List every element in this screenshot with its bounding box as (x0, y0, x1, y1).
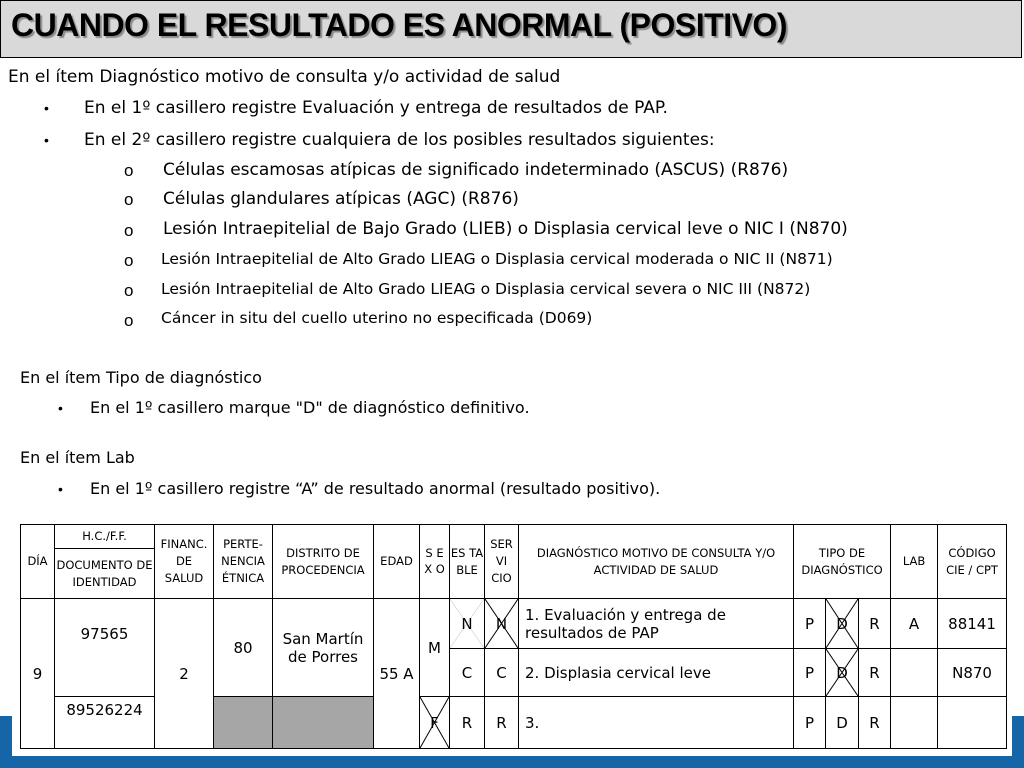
cell-servicio-2[interactable]: C (485, 649, 519, 697)
cell-financ[interactable]: 2 (155, 599, 214, 749)
cell-tipo-d-3[interactable]: D (826, 697, 859, 749)
cell-diagnostico-2[interactable]: 2. Displasia cervical leve (519, 649, 794, 697)
tipo-d-value: D (836, 663, 848, 682)
circle-bullet-icon: o (124, 190, 134, 209)
bullet-icon: • (58, 481, 63, 497)
header-documento: DOCUMENTO DE IDENTIDAD (55, 549, 155, 599)
header-servicio: SER VI CIO (485, 525, 519, 599)
cell-tipo-d-1[interactable] (826, 599, 859, 649)
cell-servicio-3[interactable]: R (485, 697, 519, 749)
resultado-item: Cáncer in situ del cuello uterino no especificada (D069) (161, 309, 593, 327)
lab-intro: En el ítem Lab (20, 448, 135, 467)
cell-distrito-empty (273, 697, 374, 749)
cell-diagnostico-3[interactable]: 3. (519, 697, 794, 749)
cell-codigo-2[interactable]: N870 (938, 649, 1007, 697)
circle-bullet-icon: o (124, 221, 134, 240)
cell-tipo-p-2[interactable]: P (794, 649, 826, 697)
cell-tipo-p-3[interactable]: P (794, 697, 826, 749)
cell-lab-2[interactable] (891, 649, 938, 697)
cell-etnia[interactable]: 80 (214, 599, 273, 697)
header-estable: ES TA BLE (450, 525, 485, 599)
tipo-bullet: En el 1º casillero marque "D" de diagnóstico definitivo. (90, 398, 530, 417)
bullet-icon: • (44, 132, 49, 148)
circle-bullet-icon: o (124, 161, 134, 180)
bullet-icon: • (44, 100, 49, 116)
diagnostico-intro: En el ítem Diagnóstico motivo de consulta y/o actividad de salud (8, 67, 561, 87)
header-sexo: S E X O (420, 525, 450, 599)
header-codigo: CÓDIGO CIE / CPT (938, 525, 1007, 599)
header-hcff: H.C./F.F. (55, 525, 155, 549)
servicio-value: N (495, 614, 508, 633)
resultado-item: Lesión Intraepitelial de Bajo Grado (LIEB) o Displasia cervical leve o NIC I (N870) (163, 219, 848, 239)
header-dia: DÍA (21, 525, 55, 599)
header-diagnostico: DIAGNÓSTICO MOTIVO DE CONSULTA Y/O ACTIVIDAD DE SALUD (519, 525, 794, 599)
cell-establecimiento-3[interactable]: R (450, 697, 485, 749)
cell-lab-3[interactable] (891, 697, 938, 749)
circle-bullet-icon: o (124, 281, 134, 300)
resultado-item: Células glandulares atípicas (AGC) (R876) (163, 189, 519, 209)
cell-establecimiento-1[interactable] (450, 599, 485, 649)
slide-title: CUANDO EL RESULTADO ES ANORMAL (POSITIVO) (11, 7, 787, 43)
resultado-item: Lesión Intraepitelial de Alto Grado LIEAG o Displasia cervical severa o NIC III (N872) (161, 280, 811, 298)
cell-sexo-f[interactable] (420, 697, 450, 749)
cell-dia[interactable]: 9 (21, 599, 55, 749)
resultado-item: Lesión Intraepitelial de Alto Grado LIEAG o Displasia cervical moderada o NIC II (N871) (161, 250, 833, 268)
establecimiento-value: N (461, 614, 473, 633)
cell-tipo-r-1[interactable]: R (859, 599, 891, 649)
cell-tipo-r-2[interactable]: R (859, 649, 891, 697)
bullet-icon: • (58, 400, 63, 416)
cell-lab-1[interactable]: A (891, 599, 938, 649)
registration-form-table (20, 524, 1007, 749)
tipo-intro: En el ítem Tipo de diagnóstico (20, 368, 262, 387)
circle-bullet-icon: o (124, 311, 134, 330)
cell-tipo-r-3[interactable]: R (859, 697, 891, 749)
diagnostico-bullet-2: En el 2º casillero registre cualquiera de los posibles resultados siguientes: (84, 130, 715, 150)
cell-etnia-empty (214, 697, 273, 749)
circle-bullet-icon: o (124, 251, 134, 270)
header-distrito: DISTRITO DE PROCEDENCIA (273, 525, 374, 599)
cell-distrito[interactable]: San Martín de Porres (273, 599, 374, 697)
title-bar (0, 0, 1022, 58)
header-tipo-diagnostico: TIPO DE DIAGNÓSTICO (794, 525, 891, 599)
sexo-f-value: F (430, 713, 439, 732)
cell-documento[interactable]: 89526224 (55, 697, 155, 749)
diagnostico-bullet-1: En el 1º casillero registre Evaluación y entrega de resultados de PAP. (84, 98, 668, 118)
cell-codigo-3[interactable] (938, 697, 1007, 749)
resultado-item: Células escamosas atípicas de significado indeterminado (ASCUS) (R876) (163, 160, 789, 180)
tipo-d-value: D (836, 614, 848, 633)
cell-sexo-m[interactable]: M (420, 599, 450, 697)
header-financ: FINANC. DE SALUD (155, 525, 214, 599)
lab-bullet: En el 1º casillero registre “A” de resultado anormal (resultado positivo). (90, 479, 661, 498)
cell-establecimiento-2[interactable]: C (450, 649, 485, 697)
cell-codigo-1[interactable]: 88141 (938, 599, 1007, 649)
cell-tipo-p-1[interactable]: P (794, 599, 826, 649)
cell-tipo-d-2[interactable] (826, 649, 859, 697)
cell-diagnostico-1[interactable]: 1. Evaluación y entrega de resultados de PAP (519, 599, 794, 649)
header-edad: EDAD (374, 525, 420, 599)
header-lab: LAB (891, 525, 938, 599)
cell-edad[interactable]: 55 A (374, 599, 420, 749)
cell-servicio-1[interactable] (485, 599, 519, 649)
header-pertenencia: PERTE-NENCIA ÉTNICA (214, 525, 273, 599)
cell-hc[interactable]: 97565 (55, 599, 155, 697)
